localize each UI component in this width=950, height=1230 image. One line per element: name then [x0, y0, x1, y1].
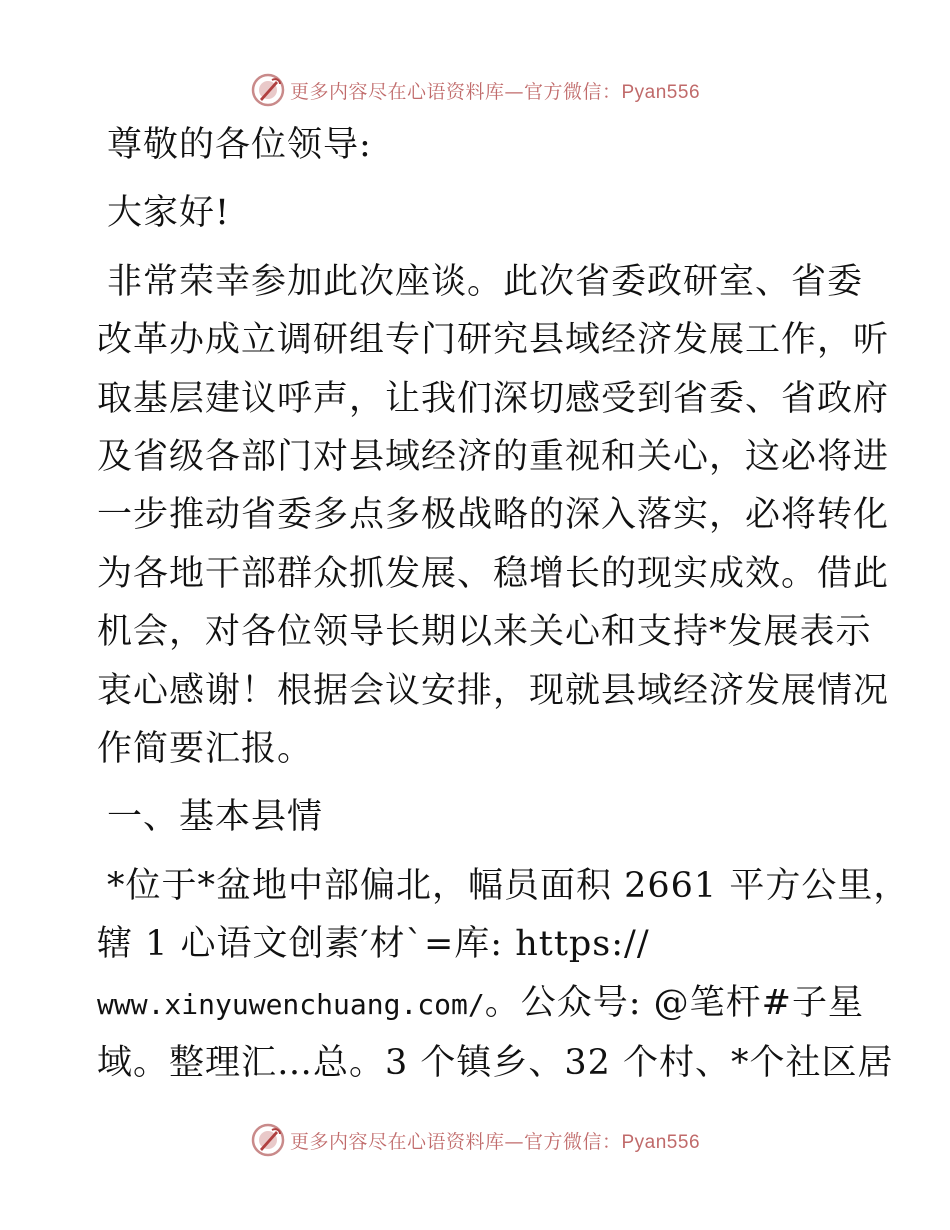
paragraph-line: 为各地干部群众抓发展、稳增长的现实成效。借此 — [97, 553, 890, 594]
paragraph-line: 作简要汇报。 — [97, 729, 314, 770]
paragraph-line: www.xinyuwenchuang.com/。公众号: @笔杆#子星 — [97, 982, 864, 1023]
document-body — [97, 116, 910, 1093]
greeting: 大家好! — [107, 193, 231, 234]
paragraph-line: 取基层建议呼声，让我们深切感受到省委、省政府 — [97, 378, 890, 419]
paragraph-line: 一步推动省委多点多极战略的深入落实，必将转化 — [97, 495, 890, 536]
paragraph-line: *位于*盆地中部偏北，幅员面积 2661 平方公里， — [107, 865, 910, 906]
watermark-text: 更多内容尽在心语资料库—官方微信：Pyan556 — [289, 1130, 701, 1153]
paragraph-line: 辖 1 心语文创素′材`=库: https:// — [97, 924, 650, 965]
footer-watermark — [0, 1120, 950, 1160]
paragraph-line: 及省级各部门对县域经济的重视和关心，这必将进 — [97, 437, 890, 478]
salutation: 尊敬的各位领导: — [107, 125, 372, 165]
website-url: www.xinyuwenchuang.com/ — [97, 987, 485, 1021]
paragraph-line: 改革办成立调研组专门研究县域经济发展工作，听 — [97, 320, 890, 361]
paragraph-line: 非常荣幸参加此次座谈。此次省委政研室、省委 — [107, 261, 864, 302]
paragraph-line: 域。整理汇…总。3 个镇乡、32 个村、*个社区居 — [97, 1043, 894, 1084]
quill-seal-icon — [250, 1122, 286, 1158]
paragraph-line: 衷心感谢！根据会议安排，现就县域经济发展情况 — [97, 670, 890, 711]
paragraph-intro — [97, 253, 890, 779]
quill-seal-icon — [250, 72, 286, 108]
paragraph-line: 机会，对各位领导长期以来关心和支持*发展表示 — [97, 612, 872, 653]
header-watermark — [0, 70, 950, 110]
section-heading: 一、基本县情 — [107, 797, 324, 838]
paragraph-county-overview — [97, 857, 910, 1093]
watermark-text: 更多内容尽在心语资料库—官方微信：Pyan556 — [289, 80, 701, 103]
